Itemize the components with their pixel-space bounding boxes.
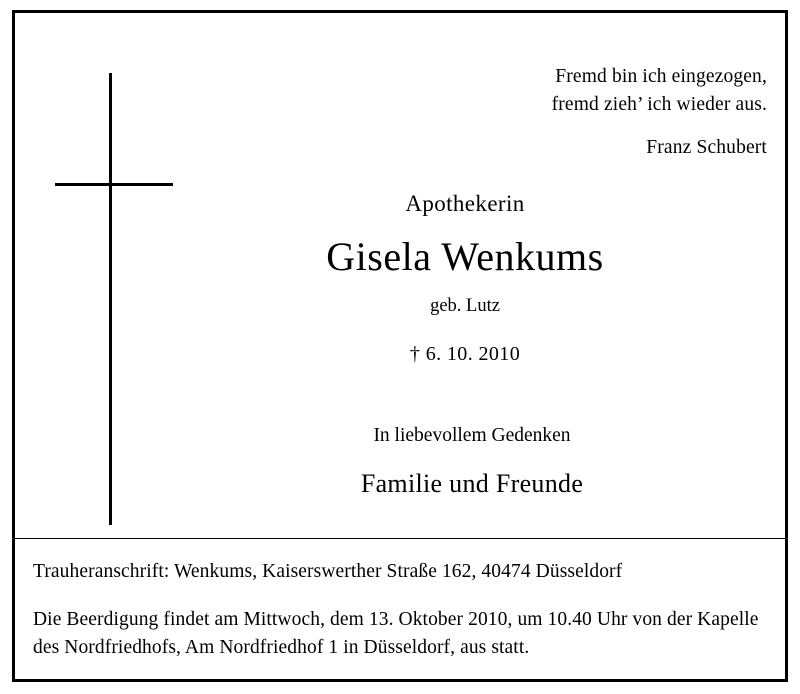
- quote-author: Franz Schubert: [646, 136, 767, 158]
- family-signature: Familie und Freunde: [360, 469, 584, 498]
- death-date: † 6. 10. 2010: [409, 343, 521, 365]
- maiden-name: geb. Lutz: [430, 296, 500, 316]
- deceased-name: Gisela Wenkums: [326, 234, 604, 279]
- cross-icon: [37, 61, 167, 531]
- footer-divider: [15, 538, 785, 539]
- funeral-details: [33, 606, 767, 663]
- quote-line-2: fremd zieh’ ich wieder aus.: [551, 94, 767, 116]
- funeral-line-1: Die Beerdigung findet am Mittwoch, dem 13. Oktober 2010, um 10.40 Uhr von der Kapelle: [33, 609, 759, 630]
- deceased-block: [175, 191, 755, 366]
- cross-horizontal-bar: [55, 183, 173, 186]
- funeral-line-2: des Nordfriedhofs, Am Nordfriedhof 1 in Düsseldorf, aus statt.: [33, 637, 530, 659]
- notice-inner: [15, 13, 785, 679]
- remembrance-text: In liebevollem Gedenken: [373, 425, 571, 446]
- cross-vertical-bar: [109, 73, 112, 525]
- mourning-address: Trauheranschrift: Wenkums, Kaiserswerther Straße 162, 40474 Düsseldorf: [33, 561, 623, 582]
- memorial-block: [215, 425, 729, 499]
- quote-line-1: Fremd bin ich eingezogen,: [555, 66, 767, 87]
- profession-label: Apothekerin: [405, 191, 525, 216]
- quote-block: [552, 63, 767, 162]
- obituary-notice: [12, 10, 788, 682]
